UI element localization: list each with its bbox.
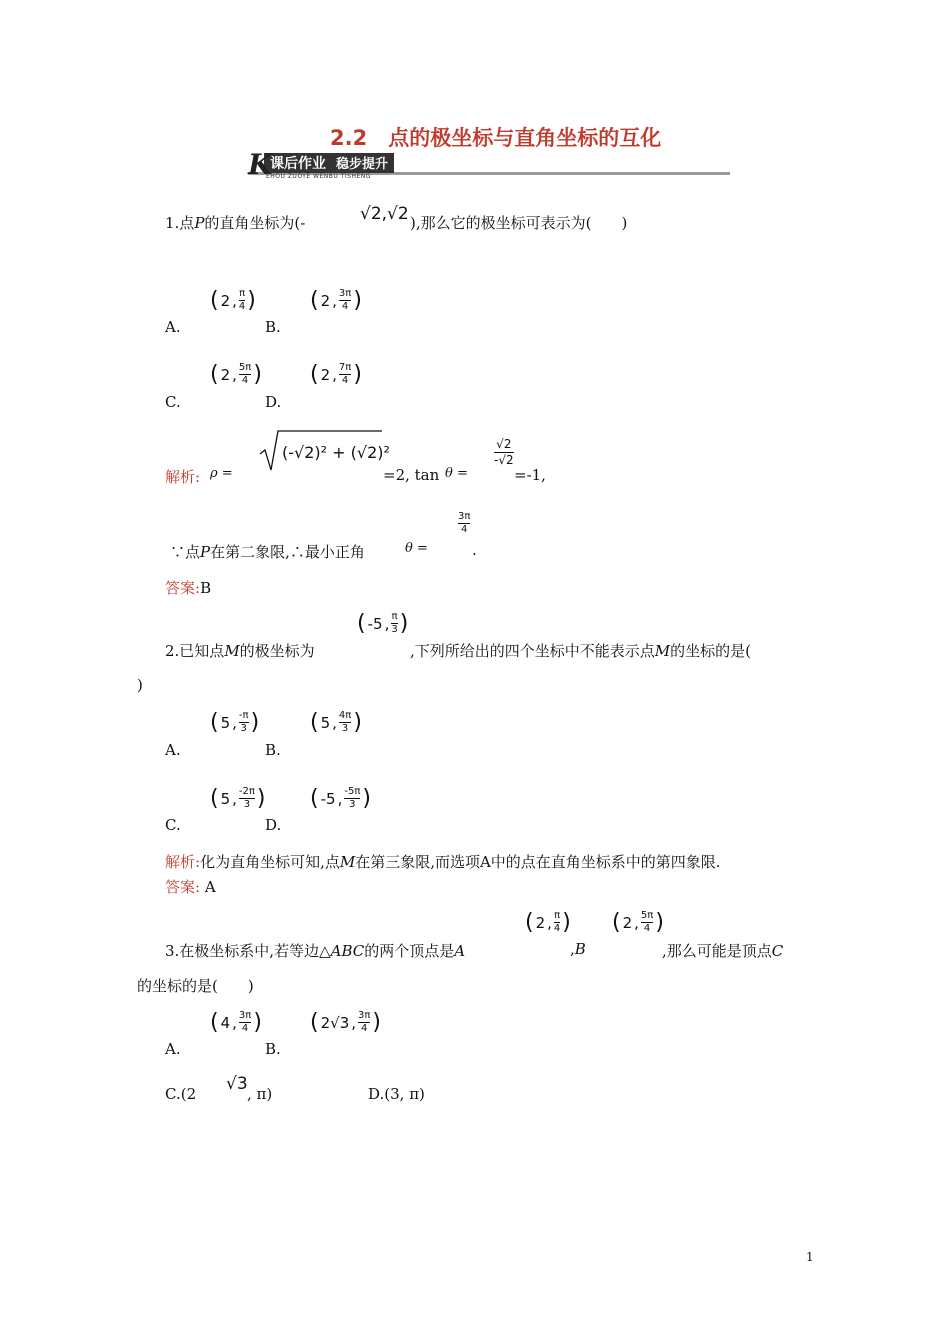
q3-option-a-math: ( 4 , $\frac{3\pi}{4}$ ) [210, 1010, 262, 1035]
q1-stem-text: 1.点 [165, 214, 195, 232]
q2-solution-text: 化为直角坐标可知,点 [200, 853, 340, 871]
q1-option-d-label: D. [265, 393, 282, 411]
q1-solution-fraction: √2 -√2 [494, 437, 514, 467]
q1-solution-label: 解析: [165, 468, 201, 486]
q1-solution-theta: θ = [445, 466, 468, 481]
q2-stem-cont [410, 640, 751, 661]
q2-var-m: M [339, 853, 356, 871]
q1-option-b-math: ( 2 , $\frac{3\pi}{4}$ ) [310, 288, 362, 313]
q2-option-a-label: A. [165, 741, 181, 759]
q3-option-d: D.(3, π) [368, 1085, 425, 1103]
q2-option-b-label: B. [265, 741, 281, 759]
q1-option-a-math: ( 2 , $\frac{\pi}{4}$ ) [210, 288, 256, 313]
q2-answer-label: 答案: [165, 878, 201, 896]
q2-option-c-label: C. [165, 816, 181, 834]
q1-option-c-label: C. [165, 393, 181, 411]
q2-answer-value: A [204, 878, 216, 896]
banner-main-text: 课后作业 [270, 156, 326, 172]
q2-stem-text: 的极坐标为 [239, 642, 315, 660]
q2-var-m: M [224, 642, 240, 660]
q2-stem-close: ) [137, 676, 143, 694]
q3-stem [165, 940, 465, 961]
q2-solution-text: 在第三象限,而选项A中的点在直角坐标系中的第四象限. [355, 853, 721, 871]
q3-option-c-label: C.(2 [165, 1085, 197, 1103]
q1-solution-rho: ρ = [210, 466, 233, 481]
q3-point-a: ( 2 , $\frac{\pi}{4}$ ) [525, 910, 571, 935]
q3-var-a: A [454, 942, 466, 960]
page-title: 2.2 点的极坐标与直角坐标的互化 [330, 126, 662, 150]
q1-solution-text: ∵点 [170, 543, 201, 561]
q1-stem-text: 的直角坐标为(- [204, 214, 306, 232]
q3-point-b: ( 2 , $\frac{5\pi}{4}$ ) [612, 910, 664, 935]
q1-var-p: P [194, 214, 205, 232]
q2-option-d-label: D. [265, 816, 282, 834]
q1-solution-text: 在第二象限,∴最小正角 [210, 543, 365, 561]
page-number: 1 [806, 1250, 814, 1264]
q1-line2-theta: θ = [405, 541, 428, 556]
q2-solution [165, 851, 721, 872]
banner-caption: EHOU ZUOYE WENBU TISHENG [266, 173, 371, 180]
q1-option-a-label: A. [165, 318, 181, 336]
q3-option-c-end: , π) [247, 1085, 273, 1103]
q1-solution-line2 [170, 541, 365, 562]
q3-stem-text: 的两个顶点是 [364, 942, 455, 960]
q1-answer-value: B [200, 579, 212, 597]
q3-stem-line2: 的坐标的是( ) [137, 977, 254, 995]
q3-sep: ,B [570, 940, 586, 958]
q1-var-p: P [200, 543, 211, 561]
q3-stem-text: 3.在极坐标系中,若等边△ [165, 942, 331, 960]
q3-option-b-label: B. [265, 1040, 281, 1058]
q3-var-b: B [574, 940, 586, 958]
q1-stem [165, 212, 305, 233]
q1-line2-fraction: 3π 4 [458, 511, 471, 535]
q3-option-c-sqrt: √3 [226, 1074, 248, 1094]
q2-option-b-math: ( 5 , $\frac{4\pi}{3}$ ) [310, 710, 362, 735]
q1-option-b-label: B. [265, 318, 281, 336]
section-banner [248, 150, 730, 180]
q1-solution-end: =-1, [514, 466, 546, 484]
q3-stem-text: ,那么可能是顶点 [662, 942, 772, 960]
q1-answer-label: 答案: [165, 579, 201, 597]
q2-option-d-math: ( -5 , $\frac{-5\pi}{3}$ ) [310, 786, 371, 811]
q2-solution-label: 解析: [165, 853, 201, 871]
q2-stem-text: ,下列所给出的四个坐标中不能表示点 [410, 642, 655, 660]
q2-stem-text: 2.已知点 [165, 642, 225, 660]
q2-stem-text: 的坐标的是( [670, 642, 751, 660]
q1-answer [165, 577, 211, 598]
q1-option-d-math: ( 2 , $\frac{7\pi}{4}$ ) [310, 362, 362, 387]
banner-logo: K [248, 148, 273, 181]
q3-var-c: C [771, 942, 784, 960]
q2-given-coordinate: ( -5 , $\frac{\pi}{3}$ ) [357, 611, 409, 636]
q3-option-b-math: ( 2√3 , $\frac{3\pi}{4}$ ) [310, 1010, 382, 1035]
q3-var-abc: ABC [330, 942, 365, 960]
q1-line2-end: . [472, 541, 477, 559]
q2-option-c-math: ( 5 , $\frac{-2\pi}{3}$ ) [210, 786, 266, 811]
q2-stem [165, 640, 315, 661]
q1-stem-end: ),那么它的极坐标可表示为( ) [410, 214, 628, 232]
q1-sqrt-pair: √2,√2 [360, 204, 409, 224]
q3-option-a-label: A. [165, 1040, 181, 1058]
q2-var-m: M [654, 642, 671, 660]
q1-solution-mid: =2, tan [383, 466, 440, 484]
q1-option-c-math: ( 2 , $\frac{5\pi}{4}$ ) [210, 362, 262, 387]
q1-solution-radicand: (-√2)² + (√2)² [282, 443, 390, 462]
q2-option-a-math: ( 5 , $\frac{-\pi}{3}$ ) [210, 710, 260, 735]
q3-stem-cont [662, 940, 783, 961]
q2-answer [165, 876, 216, 897]
banner-sub-text: 稳步提升 [336, 157, 389, 172]
